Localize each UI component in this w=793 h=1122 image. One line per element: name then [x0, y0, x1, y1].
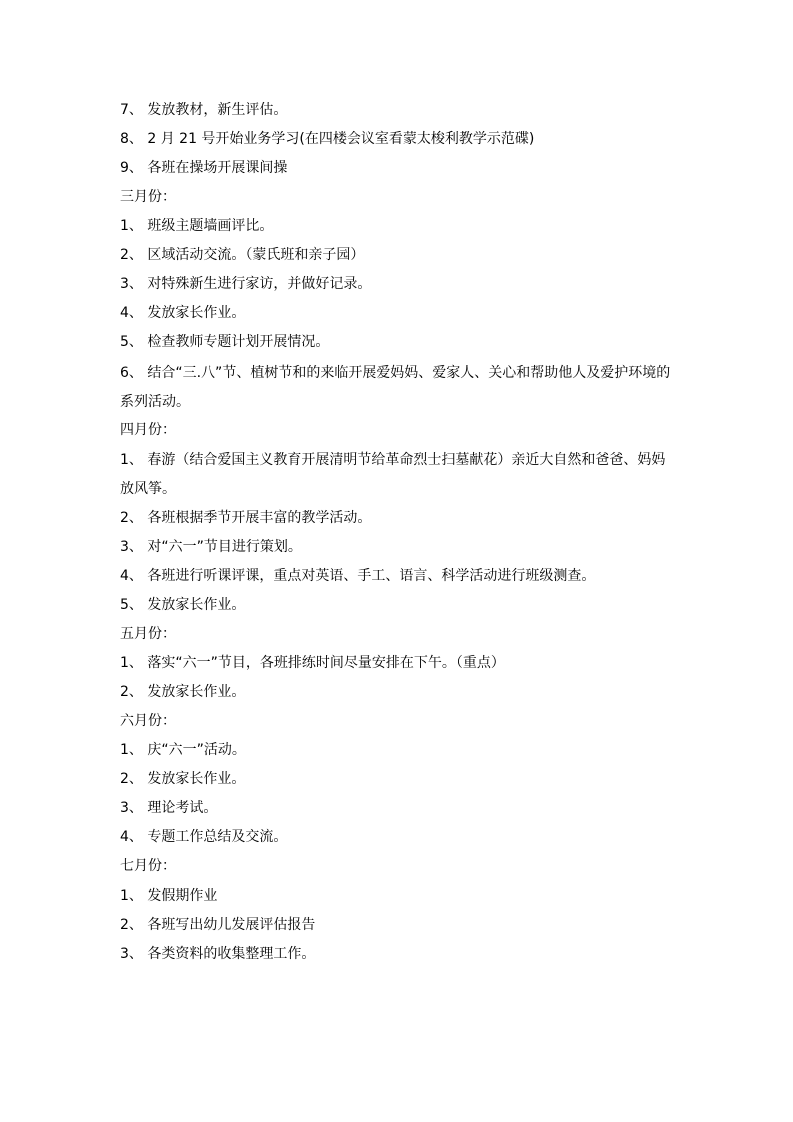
- list-item: 2、 发放家长作业。: [120, 771, 246, 787]
- list-item-continuation: 系列活动。: [120, 394, 190, 410]
- list-item: 1、 班级主题墙画评比。: [120, 218, 274, 234]
- list-item: 4、 发放家长作业。: [120, 305, 246, 321]
- list-item: 8、 2 月 21 号开始业务学习(在四楼会议室看蒙太梭利教学示范碟): [120, 131, 535, 147]
- list-item: 1、 庆“六一”活动。: [120, 742, 246, 758]
- list-item: 3、 对特殊新生进行家访，并做好记录。: [120, 276, 372, 292]
- section-heading-march: 三月份：: [120, 189, 176, 205]
- list-item: 2、 各班根据季节开展丰富的教学活动。: [120, 510, 372, 526]
- section-heading-july: 七月份：: [120, 858, 176, 874]
- list-item: 9、 各班在操场开展课间操: [120, 160, 288, 176]
- list-item: 6、 结合“三.八”节、植树节和的来临开展爱妈妈、爱家人、关心和帮助他人及爱护环境的: [120, 365, 671, 381]
- list-item: 5、 检查教师专题计划开展情况。: [120, 334, 330, 350]
- list-item: 2、 区域活动交流。（蒙氏班和亲子园）: [120, 247, 365, 263]
- list-item: 1、 落实“六一”节目，各班排练时间尽量安排在下午。（重点）: [120, 655, 505, 671]
- list-item: 7、 发放教材，新生评估。: [120, 102, 288, 118]
- list-item: 2、 发放家长作业。: [120, 684, 246, 700]
- list-item: 4、 专题工作总结及交流。: [120, 829, 288, 845]
- list-item: 3、 对“六一”节目进行策划。: [120, 539, 302, 555]
- list-item: 1、 春游（结合爱国主义教育开展清明节给革命烈士扫墓献花）亲近大自然和爸爸、妈妈: [120, 452, 666, 468]
- list-item-continuation: 放风筝。: [120, 481, 176, 497]
- list-item: 4、 各班进行听课评课，重点对英语、手工、语言、科学活动进行班级测查。: [120, 568, 596, 584]
- list-item: 3、 理论考试。: [120, 800, 218, 816]
- list-item: 1、 发假期作业: [120, 888, 218, 904]
- section-heading-june: 六月份：: [120, 713, 176, 729]
- list-item: 2、 各班写出幼儿发展评估报告: [120, 917, 316, 933]
- section-heading-may: 五月份：: [120, 626, 176, 642]
- list-item: 5、 发放家长作业。: [120, 597, 246, 613]
- section-heading-april: 四月份：: [120, 422, 176, 438]
- list-item: 3、 各类资料的收集整理工作。: [120, 946, 316, 962]
